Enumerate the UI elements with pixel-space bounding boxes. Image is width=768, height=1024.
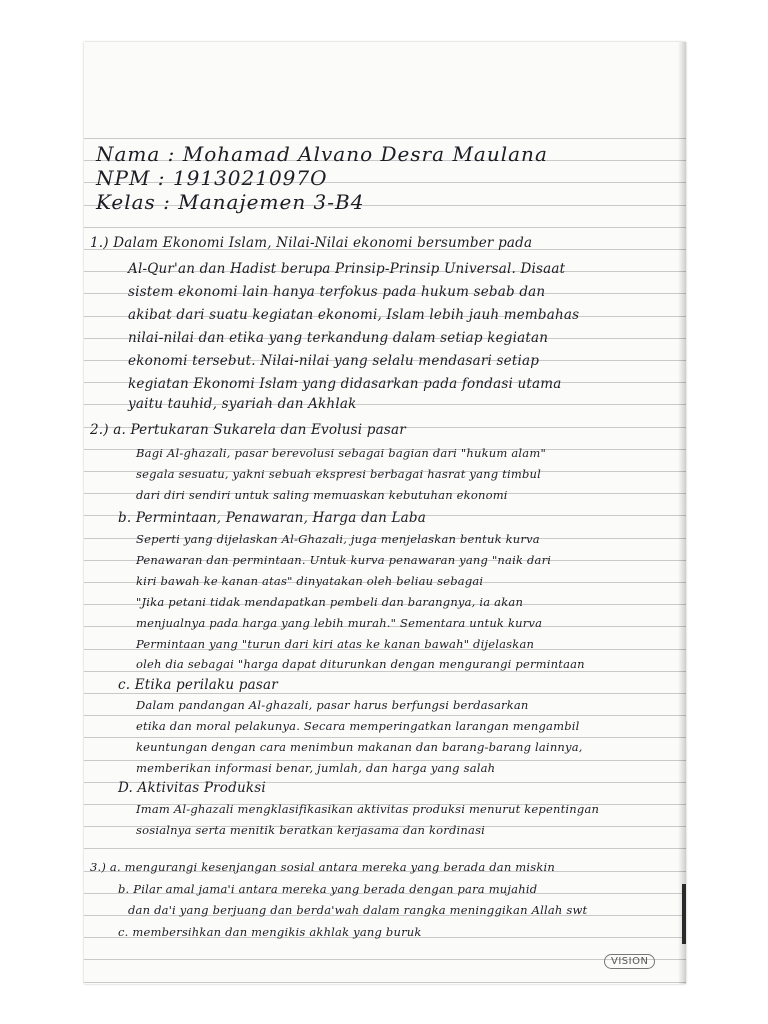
answer-1-line: kegiatan Ekonomi Islam yang didasarkan pada fondasi utama xyxy=(128,376,562,392)
page-edge-shadow xyxy=(678,42,686,984)
student-name: Nama : Mohamad Alvano Desra Maulana xyxy=(96,142,548,166)
answer-2-line: Penawaran dan permintaan. Untuk kurva penawaran yang "naik dari xyxy=(136,553,552,567)
answer-2-heading: D. Aktivitas Produksi xyxy=(118,780,266,796)
answer-3-line: c. membersihkan dan mengikis akhlak yang buruk xyxy=(118,925,422,939)
answer-2-line: Seperti yang dijelaskan Al-Ghazali, juga menjelaskan bentuk kurva xyxy=(136,532,540,546)
answer-1-line: ekonomi tersebut. Nilai-nilai yang selalu mendasari setiap xyxy=(128,353,540,369)
ruled-line xyxy=(84,671,686,672)
answer-2-line: menjualnya pada harga yang lebih murah." Sementara untuk kurva xyxy=(136,616,543,630)
answer-1-line: sistem ekonomi lain hanya terfokus pada hukum sebab dan xyxy=(128,284,546,300)
ruled-line xyxy=(84,848,686,849)
answer-1-line: yaitu tauhid, syariah dan Akhlak xyxy=(128,396,357,412)
notebook-page xyxy=(84,42,686,984)
answer-2-line: Imam Al-ghazali mengklasifikasikan aktivitas produksi menurut kepentingan xyxy=(136,802,600,816)
answer-2-line: sosialnya serta menitik beratkan kerjasama dan kordinasi xyxy=(136,823,486,837)
vision-brand-logo: VISION xyxy=(604,954,655,969)
ruled-line xyxy=(84,737,686,738)
ruled-line xyxy=(84,693,686,694)
answer-2-heading: 2.) a. Pertukaran Sukarela dan Evolusi pasar xyxy=(90,422,406,438)
ruled-line xyxy=(84,715,686,716)
ruled-line xyxy=(84,227,686,228)
answer-3-line: 3.) a. mengurangi kesenjangan sosial antara mereka yang berada dan miskin xyxy=(90,860,556,874)
ruled-line xyxy=(84,959,686,960)
answer-1-line: nilai-nilai dan etika yang terkandung dalam setiap kegiatan xyxy=(128,330,549,346)
answer-2-line: oleh dia sebagai "harga dapat diturunkan dengan mengurangi permintaan xyxy=(136,657,585,671)
answer-1-line: Al-Qur'an dan Hadist berupa Prinsip-Prinsip Universal. Disaat xyxy=(128,261,566,277)
page-corner-shadow xyxy=(682,884,686,944)
student-class: Kelas : Manajemen 3-B4 xyxy=(96,190,365,214)
answer-3-line: b. Pilar amal jama'i antara mereka yang berada dengan para mujahid xyxy=(118,882,538,896)
answer-2-line: keuntungan dengan cara menimbun makanan dan barang-barang lainnya, xyxy=(136,740,583,754)
answer-1-line: akibat dari suatu kegiatan ekonomi, Islam lebih jauh membahas xyxy=(128,307,580,323)
answer-3-line: dan da'i yang berjuang dan berda'wah dalam rangka meninggikan Allah swt xyxy=(128,903,588,917)
answer-2-line: etika dan moral pelakunya. Secara memperingatkan larangan mengambil xyxy=(136,719,580,733)
answer-1-line: 1.) Dalam Ekonomi Islam, Nilai-Nilai ekonomi bersumber pada xyxy=(90,235,533,251)
answer-2-line: memberikan informasi benar, jumlah, dan harga yang salah xyxy=(136,761,496,775)
answer-2-heading: b. Permintaan, Penawaran, Harga dan Laba xyxy=(118,510,426,526)
ruled-line xyxy=(84,138,686,139)
answer-2-line: Dalam pandangan Al-ghazali, pasar harus berfungsi berdasarkan xyxy=(136,698,529,712)
answer-2-heading: c. Etika perilaku pasar xyxy=(118,677,278,693)
answer-2-line: kiri bawah ke kanan atas" dinyatakan oleh beliau sebagai xyxy=(136,574,484,588)
answer-2-line: Permintaan yang "turun dari kiri atas ke kanan bawah" dijelaskan xyxy=(136,637,535,651)
answer-2-line: segala sesuatu, yakni sebuah ekspresi berbagai hasrat yang timbul xyxy=(136,467,542,481)
answer-2-line: "Jika petani tidak mendapatkan pembeli dan barangnya, ia akan xyxy=(136,595,524,609)
ruled-line xyxy=(84,982,686,983)
student-npm: NPM : 1913021097O xyxy=(96,166,328,190)
answer-2-line: Bagi Al-ghazali, pasar berevolusi sebagai bagian dari "hukum alam" xyxy=(136,446,546,460)
answer-2-line: dari diri sendiri untuk saling memuaskan kebutuhan ekonomi xyxy=(136,488,508,502)
